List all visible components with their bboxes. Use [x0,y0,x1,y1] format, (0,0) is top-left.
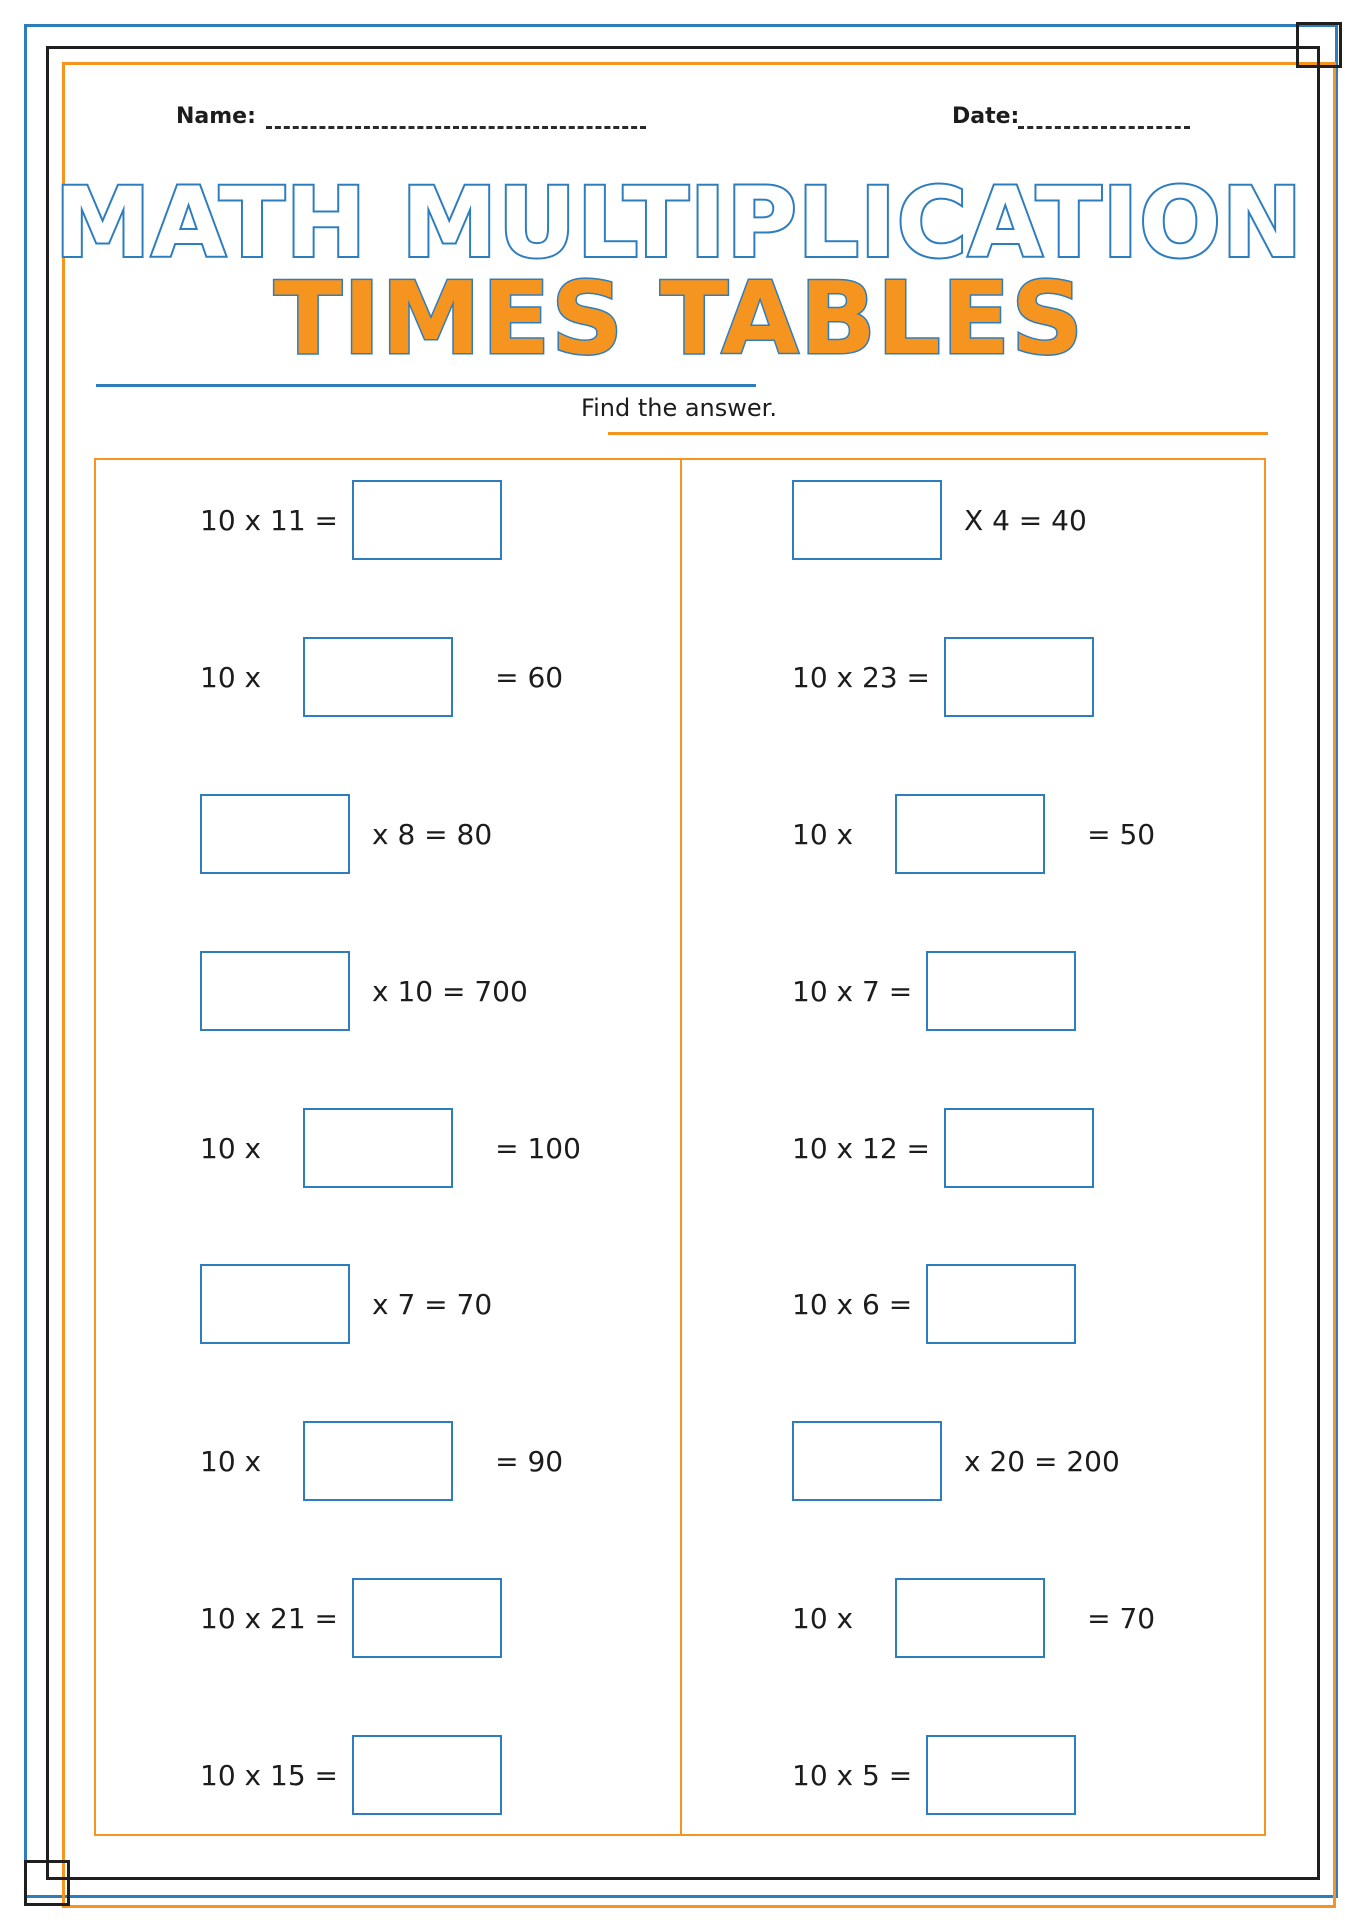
answer-box[interactable] [926,951,1076,1031]
answer-box[interactable] [303,637,453,717]
problem-text: = 90 [495,1444,564,1478]
problem-text: x 8 = 80 [372,817,493,851]
answer-box[interactable] [792,480,942,560]
problem-text: 10 x 12 = [792,1131,930,1165]
problem-right-3 [792,794,1155,874]
problem-text: 10 x [792,817,854,851]
title-line-1: MATH MULTIPLICATION [54,167,1304,279]
problem-text: 10 x [792,1601,854,1635]
problem-left-7 [200,1421,563,1501]
problem-right-5 [792,1108,1094,1188]
answer-box[interactable] [944,1108,1094,1188]
problem-right-6 [792,1264,1076,1344]
problem-text: x 10 = 700 [372,974,528,1008]
column-divider [680,458,682,1836]
problem-text: = 60 [495,660,564,694]
answer-box[interactable] [926,1264,1076,1344]
answer-box[interactable] [303,1108,453,1188]
answer-box[interactable] [944,637,1094,717]
problem-text: 10 x 21 = [200,1601,338,1635]
problem-text: = 70 [1087,1601,1156,1635]
answer-box[interactable] [895,794,1045,874]
date-field[interactable] [1018,126,1190,129]
answer-box[interactable] [200,794,350,874]
problem-text: 10 x 7 = [792,974,913,1008]
title-line-2: TIMES TABLES [273,260,1085,377]
answer-box[interactable] [352,1735,502,1815]
problem-right-7 [792,1421,1120,1501]
corner-square-top-right [1296,22,1342,68]
problem-right-8 [792,1578,1155,1658]
problem-text: 10 x 15 = [200,1758,338,1792]
problem-left-1 [200,480,502,560]
answer-box[interactable] [303,1421,453,1501]
problem-right-2 [792,637,1094,717]
answer-box[interactable] [792,1421,942,1501]
problem-right-4 [792,951,1076,1031]
problem-text: 10 x 23 = [792,660,930,694]
problem-right-9 [792,1735,1076,1815]
problem-text: 10 x 11 = [200,503,338,537]
problem-text: 10 x [200,1131,262,1165]
problem-text: x 20 = 200 [964,1444,1120,1478]
answer-box[interactable] [895,1578,1045,1658]
answer-box[interactable] [200,1264,350,1344]
answer-box[interactable] [926,1735,1076,1815]
divider-blue [96,384,756,387]
answer-box[interactable] [352,480,502,560]
problem-left-9 [200,1735,502,1815]
problem-text: = 100 [495,1131,581,1165]
problem-text: X 4 = 40 [964,503,1087,537]
problem-left-6 [200,1264,492,1344]
name-label: Name: [176,104,256,129]
instruction: Find the answer. [581,394,777,422]
problem-text: 10 x [200,1444,262,1478]
corner-square-bottom-left [24,1860,70,1906]
problem-text: 10 x 5 = [792,1758,913,1792]
answer-box[interactable] [352,1578,502,1658]
problem-left-3 [200,794,492,874]
problem-text: 10 x [200,660,262,694]
problem-text: 10 x 6 = [792,1287,913,1321]
problem-left-5 [200,1108,581,1188]
date-label: Date: [952,104,1020,129]
problem-left-8 [200,1578,502,1658]
answer-box[interactable] [200,951,350,1031]
name-field[interactable] [266,126,646,129]
problem-text: = 50 [1087,817,1156,851]
problem-right-1 [792,480,1087,560]
problem-left-2 [200,637,563,717]
divider-orange [608,432,1268,435]
problem-text: x 7 = 70 [372,1287,493,1321]
problem-left-4 [200,951,528,1031]
